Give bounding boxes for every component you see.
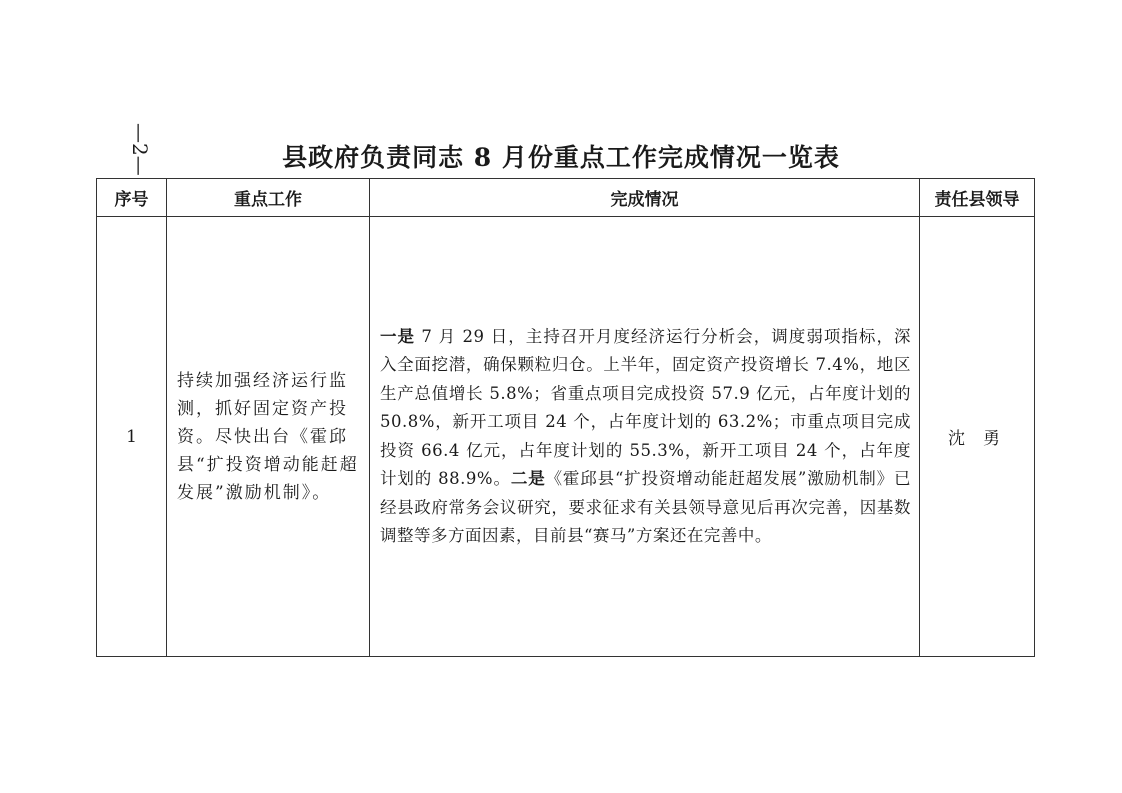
cell-leader: 沈勇 (920, 217, 1035, 657)
header-seq: 序号 (97, 179, 167, 217)
header-status: 完成情况 (370, 179, 920, 217)
header-leader: 责任县领导 (920, 179, 1035, 217)
status-text-2: 《霍邱县“扩投资增动能赶超发展”激励机制》已经县政府常务会议研究，要求征求有关县领导意见后再次完善，因基数调整等多方面因素，目前县“赛马”方案还在完善中。 (380, 469, 912, 545)
status-label-1: 一是 (380, 326, 416, 346)
work-table (96, 178, 1035, 657)
table-row (97, 217, 1035, 657)
cell-key-work: 持续加强经济运行监测，抓好固定资产投资。尽快出台《霍邱县“扩投资增动能赶超发展”激励机制》。 (167, 217, 370, 657)
status-label-2: 二是 (510, 469, 546, 488)
page-number: —2— (128, 123, 152, 176)
status-text-1: 7 月 29 日，主持召开月度经济运行分析会，调度弱项指标，深入全面挖潜，确保颗粒归仓。上半年，固定资产投资增长 7.4%，地区生产总值增长 5.8%；省重点项目完成投资 57.9 亿元，占年度计划的 50.8%，新开工项目 24 个，占年度计划的 63.2%；市重点项目完成投资 66.4 亿元，占年度计划的 55.3%，新开工项目 24 个，占年度计划的 88.9%。 (380, 326, 911, 488)
table-header-row (97, 179, 1035, 217)
cell-seq: 1 (97, 217, 167, 657)
page-title: 县政府负责同志 8 月份重点工作完成情况一览表 (282, 143, 840, 172)
header-key-work: 重点工作 (167, 179, 370, 217)
cell-status (370, 217, 920, 657)
